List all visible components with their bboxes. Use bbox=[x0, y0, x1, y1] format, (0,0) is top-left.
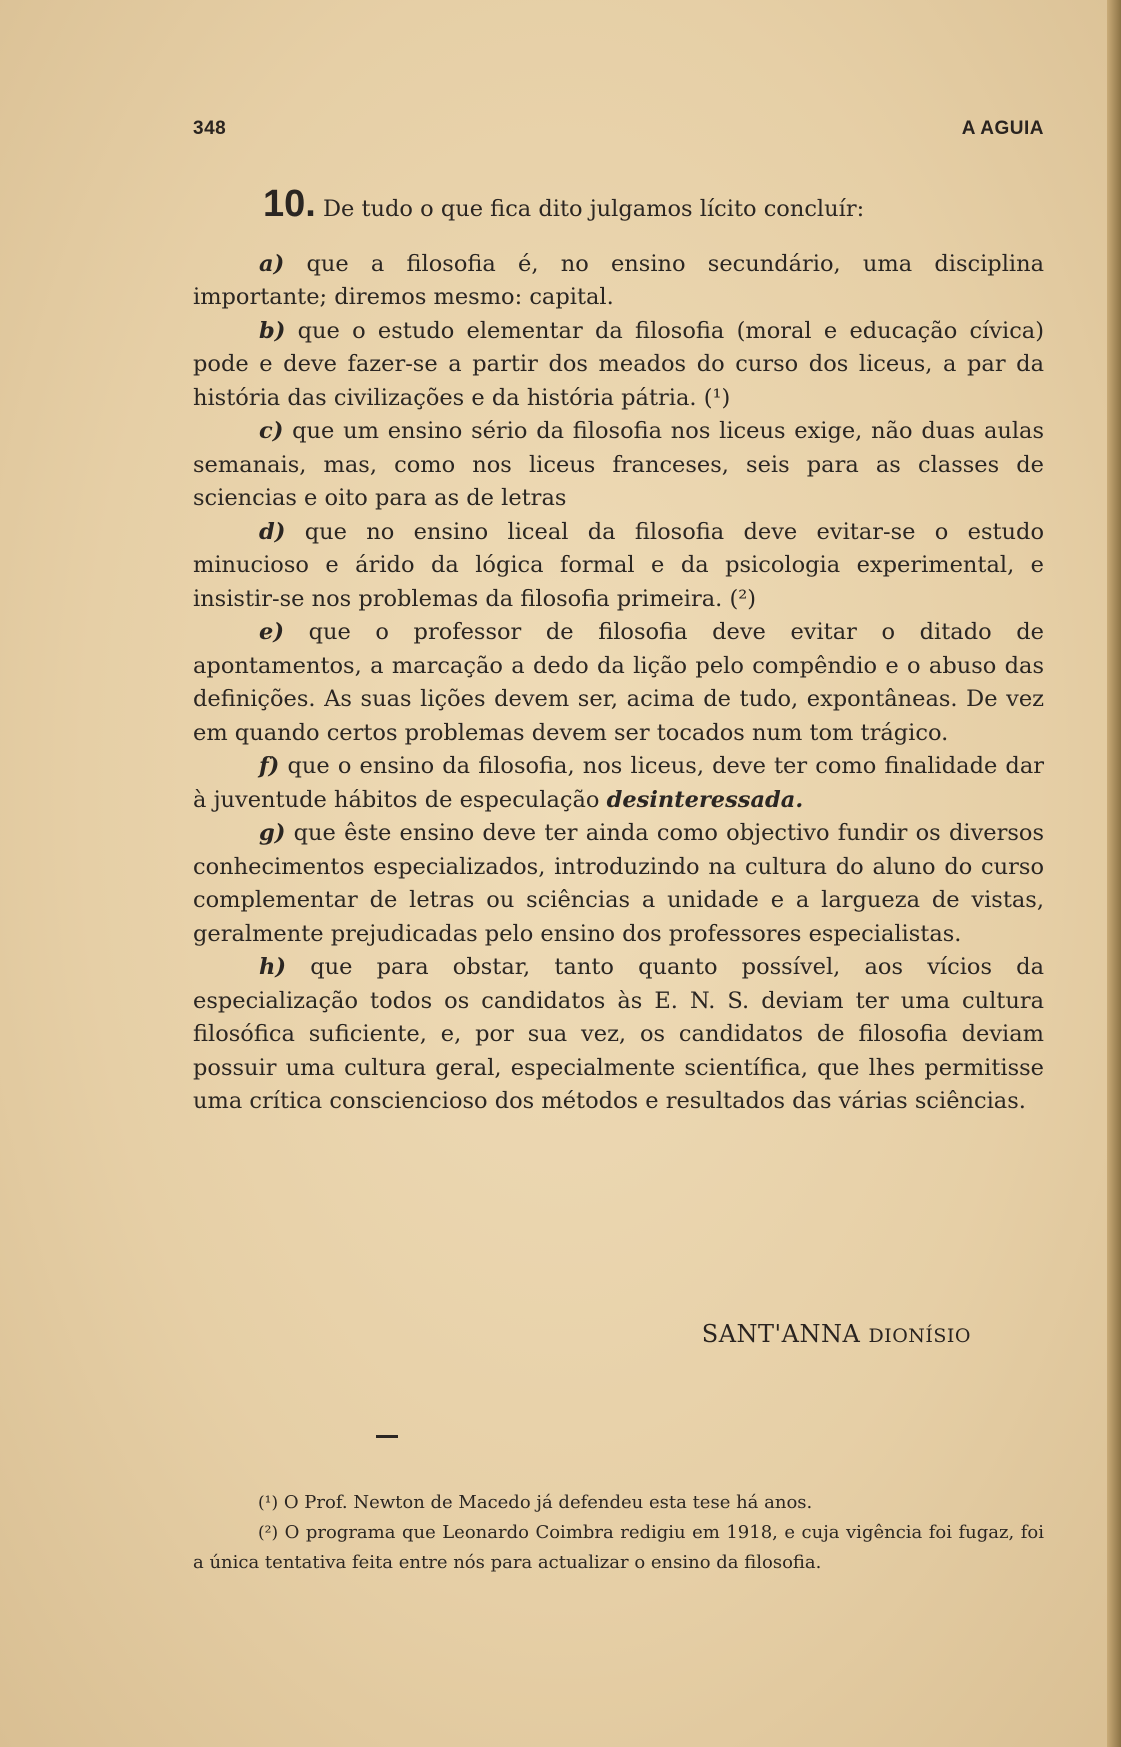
author-surname: DIONÍSIO bbox=[868, 1325, 971, 1347]
item-text: que no ensino liceal da filosofia deve evitar-se o estudo minucioso e árido da lógica formal e da psicologia experimental, e insistir-se nos problemas da filosofia primeira. bbox=[193, 518, 1044, 612]
conclusion-item-e bbox=[193, 616, 1044, 750]
item-text: que para obstar, tanto quanto possível, aos vícios da especialização todos os candidatos às E. N. S. deviam ter uma cultura filosófica suficiente, e, por sua vez, os candidatos de filosofia deviam possuir uma cultura geral, especialmente scientífica, que lhes permitisse uma crítica consciencioso dos métodos e resultados das várias sciências. bbox=[193, 954, 1044, 1114]
page-number: 348 bbox=[193, 118, 227, 139]
section-intro bbox=[193, 183, 1044, 227]
footnote-reference: (²) bbox=[729, 585, 757, 612]
item-text: que o professor de filosofia deve evitar o ditado de apontamentos, a marcação a dedo da lição pelo compêndio e o abuso das definições. As suas lições devem ser, acima de tudo, expontâneas. De vez em quando certos problemas devem ser tocados num tom trágico. bbox=[193, 619, 1044, 746]
item-letter: g) bbox=[259, 820, 286, 846]
footnote-1 bbox=[193, 1488, 1044, 1518]
page-edge-shadow bbox=[1107, 0, 1121, 1747]
footnote-mark: (²) bbox=[258, 1523, 279, 1543]
item-letter: b) bbox=[259, 317, 286, 344]
item-letter: c) bbox=[259, 418, 284, 444]
conclusion-item-d bbox=[193, 516, 1044, 617]
footnote-mark: (¹) bbox=[258, 1493, 279, 1513]
conclusion-item-g bbox=[193, 817, 1044, 951]
item-letter: d) bbox=[259, 518, 286, 545]
item-letter: f) bbox=[259, 753, 280, 779]
author-signature bbox=[702, 1320, 971, 1348]
section-intro-text: De tudo o que fica dito julgamos lícito concluír: bbox=[322, 196, 865, 222]
item-text: que o estudo elementar da filosofia (moral e educação cívica) pode e deve fazer-se a partir dos meados do curso dos liceus, a par da história das civilizações e da história pátria. bbox=[193, 317, 1044, 411]
section-number: 10. bbox=[263, 183, 316, 225]
conclusion-item-a bbox=[193, 248, 1044, 315]
item-text: que o ensino da filosofia, nos liceus, deve ter como finalidade dar à juventude hábitos de especulação bbox=[193, 753, 1045, 813]
conclusion-item-h bbox=[193, 951, 1044, 1119]
item-text: que a filosofia é, no ensino secundário, uma disciplina importante; diremos mesmo: capital. bbox=[193, 250, 1045, 310]
conclusion-item-c bbox=[193, 415, 1044, 516]
footnote-reference: (¹) bbox=[703, 384, 731, 411]
running-head: A AGUIA bbox=[961, 118, 1044, 139]
item-letter: a) bbox=[259, 250, 285, 277]
item-text: que êste ensino deve ter ainda como objectivo fundir os diversos conhecimentos especializados, introduzindo na cultura do aluno do curso complementar de letras ou sciências a unidade e a largueza de vistas, geralmente prejudicadas pelo ensino dos professores especialistas. bbox=[193, 820, 1044, 947]
footnote-text: O Prof. Newton de Macedo já defendeu esta tese há anos. bbox=[283, 1492, 813, 1513]
page-header bbox=[193, 118, 1044, 148]
footnote-separator bbox=[376, 1435, 398, 1438]
body-text bbox=[193, 183, 1045, 1119]
conclusion-item-b bbox=[193, 315, 1044, 416]
footnotes bbox=[193, 1488, 1044, 1577]
item-letter: h) bbox=[259, 954, 287, 980]
author-name: SANT'ANNA bbox=[701, 1320, 861, 1348]
footnote-text: O programa que Leonardo Coimbra redigiu em 1918, e cuja vigência foi fugaz, foi a única tentativa feita entre nós para actualizar o ensino da filosofia. bbox=[193, 1522, 1044, 1573]
item-text: que um ensino sério da filosofia nos liceus exige, não duas aulas semanais, mas, como nos liceus franceses, seis para as classes de sciencias e oito para as de letras bbox=[193, 418, 1045, 511]
footnote-2 bbox=[193, 1518, 1044, 1577]
conclusion-item-f bbox=[193, 750, 1044, 817]
item-letter: e) bbox=[259, 619, 284, 645]
emphasized-word: desinteressada. bbox=[606, 786, 804, 813]
